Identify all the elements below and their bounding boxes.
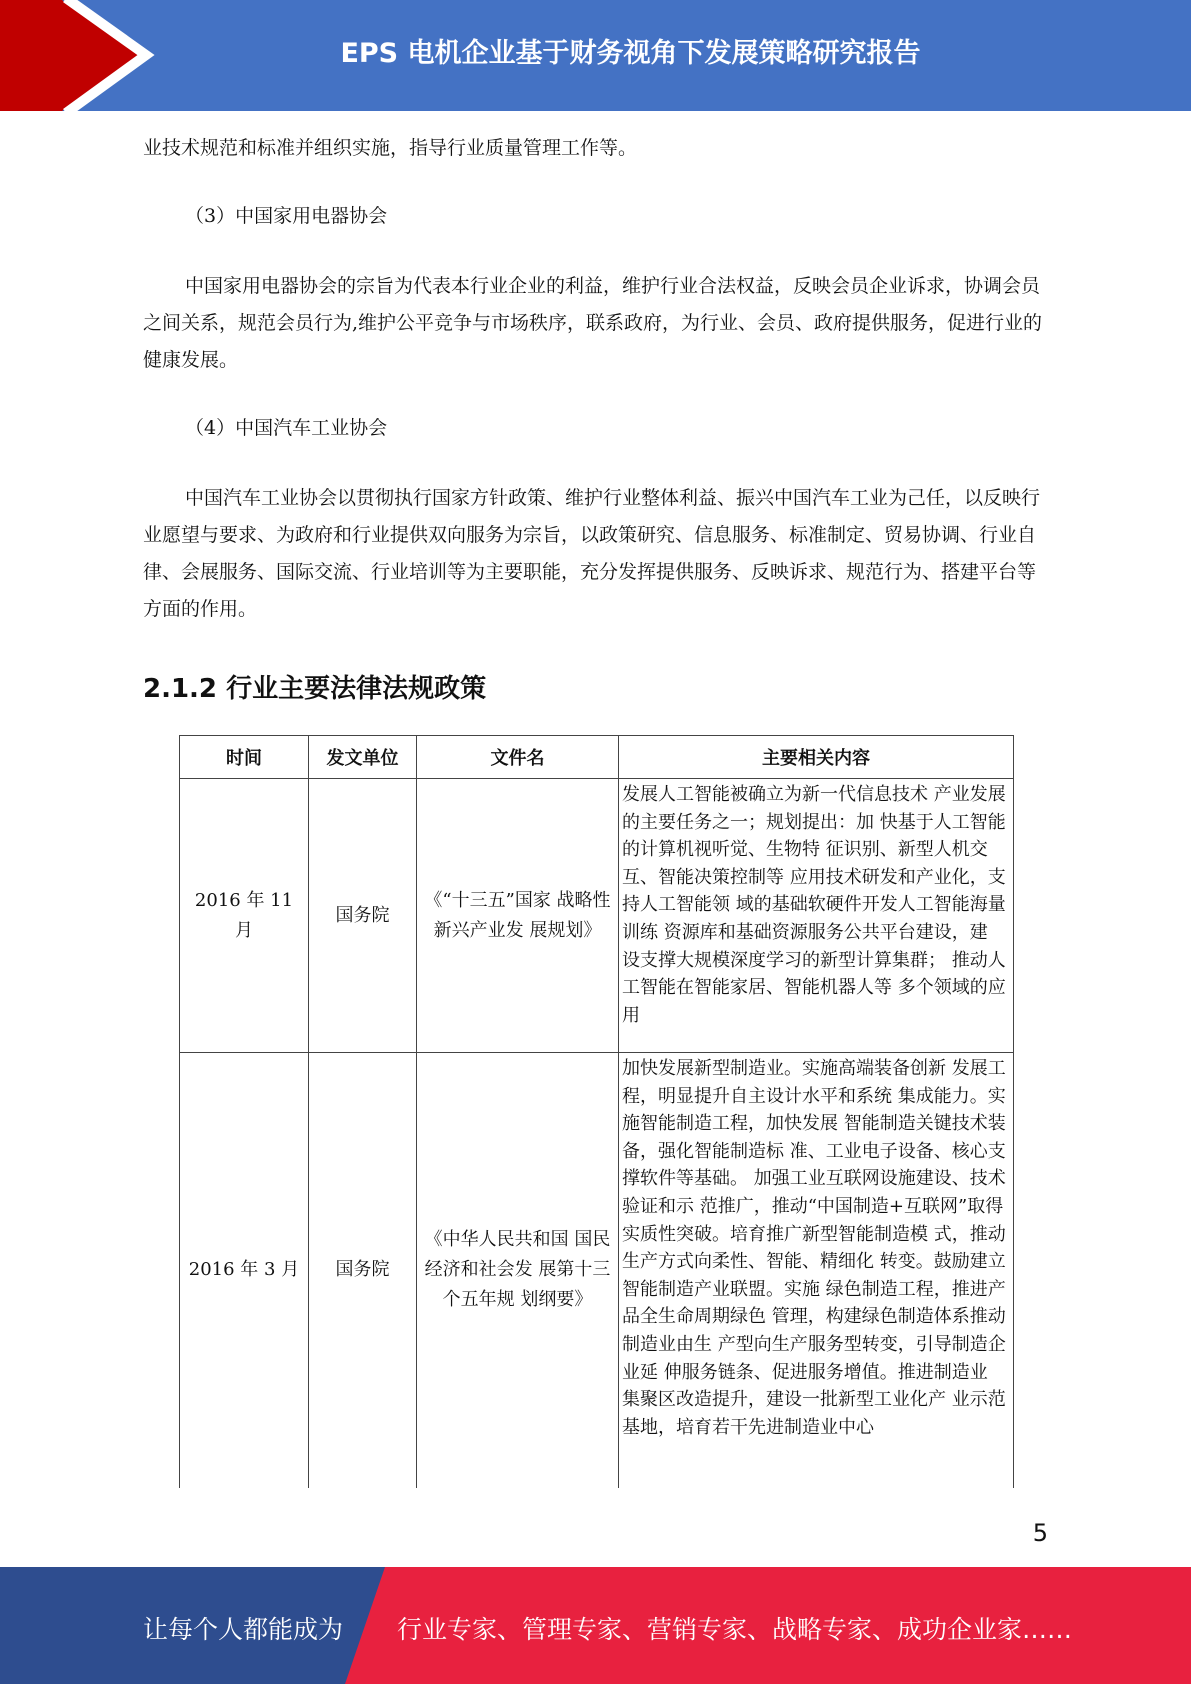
- header-title: EPS 电机企业基于财务视角下发展策略研究报告: [340, 37, 921, 69]
- page-header: [0, 0, 1191, 111]
- table-row: [180, 779, 1014, 1053]
- page-number: 5: [1032, 1519, 1048, 1547]
- table-header-row: [180, 736, 1014, 779]
- table-cell-content: 加快发展新型制造业。实施高端装备创新 发展工程，明显提升自主设计水平和系统 集成能力。实施智能制造工程，加快发展 智能制造关键技术装备，强化智能制造标 准、工业电子设备、核心支撑软件等基础。 加强工业互联网设施建设、技术验证和示 范推广，推动“中国制造+互联网”取得 实质性突破。培育推广新型智能制造模 式，推动生产方式向柔性、智能、精细化 转变。鼓励建立智能制造产业联盟。实施 绿色制造工程，推进产品全生命周期绿色 管理，构建绿色制造体系推动制造业由生 产型向生产服务型转变，引导制造企业延 伸服务链条、促进服务增值。推进制造业 集聚区改造提升，建设一批新型工业化产 业示范基地，培育若干先进制造业中心: [619, 1053, 1014, 1488]
- table-cell-unit: 国务院: [309, 1053, 417, 1488]
- paragraph: 业技术规范和标准并组织实施，指导行业质量管理工作等。: [143, 137, 638, 159]
- subheading: （3）中国家用电器协会: [185, 205, 388, 227]
- table-cell-doc: 《中华人民共和国 国民经济和社会发 展第十三个五年规 划纲要》: [417, 1053, 619, 1488]
- table-cell-content: 发展人工智能被确立为新一代信息技术 产业发展的主要任务之一；规划提出：加 快基于人工智能的计算机视听觉、生物特 征识别、新型人机交互、智能决策控制等 应用技术研发和产业化，支持人工智能领 域的基础软硬件开发人工智能海量训练 资源库和基础资源服务公共平台建设，建 设支撑大规模深度学习的新型计算集群； 推动人工智能在智能家居、智能机器人等 多个领域的应用: [619, 779, 1014, 1053]
- footer-slogan-right: 行业专家、管理专家、营销专家、战略专家、成功企业家……: [397, 1615, 1073, 1644]
- footer-slogan-left: 让每个人都能成为: [143, 1615, 344, 1644]
- table-row: [180, 1053, 1014, 1488]
- body-content: [143, 130, 1048, 628]
- section-title: 2.1.2 行业主要法律法规政策: [143, 674, 487, 704]
- policy-table: [179, 735, 1014, 1488]
- table-cell-time: 2016 年 3 月: [180, 1053, 309, 1488]
- column-header: 主要相关内容: [619, 736, 1014, 779]
- column-header: 文件名: [417, 736, 619, 779]
- table-cell-doc: 《“十三五”国家 战略性新兴产业发 展规划》: [417, 779, 619, 1053]
- paragraph: 中国汽车工业协会以贯彻执行国家方针政策、维护行业整体利益、振兴中国汽车工业为己任，以反映行业愿望与要求、为政府和行业提供双向服务为宗旨，以政策研究、信息服务、标准制定、贸易协调、行业自律、会展服务、国际交流、行业培训等为主要职能，充分发挥提供服务、反映诉求、规范行为、搭建平台等方面的作用。: [143, 487, 1041, 620]
- subheading: （4）中国汽车工业协会: [185, 417, 388, 439]
- column-header: 时间: [180, 736, 309, 779]
- table-cell-unit: 国务院: [309, 779, 417, 1053]
- table-cell-time: 2016 年 11 月: [180, 779, 309, 1053]
- column-header: 发文单位: [309, 736, 417, 779]
- paragraph: 中国家用电器协会的宗旨为代表本行业企业的利益，维护行业合法权益，反映会员企业诉求，协调会员之间关系，规范会员行为,维护公平竞争与市场秩序，联系政府，为行业、会员、政府提供服务，促进行业的健康发展。: [143, 275, 1043, 371]
